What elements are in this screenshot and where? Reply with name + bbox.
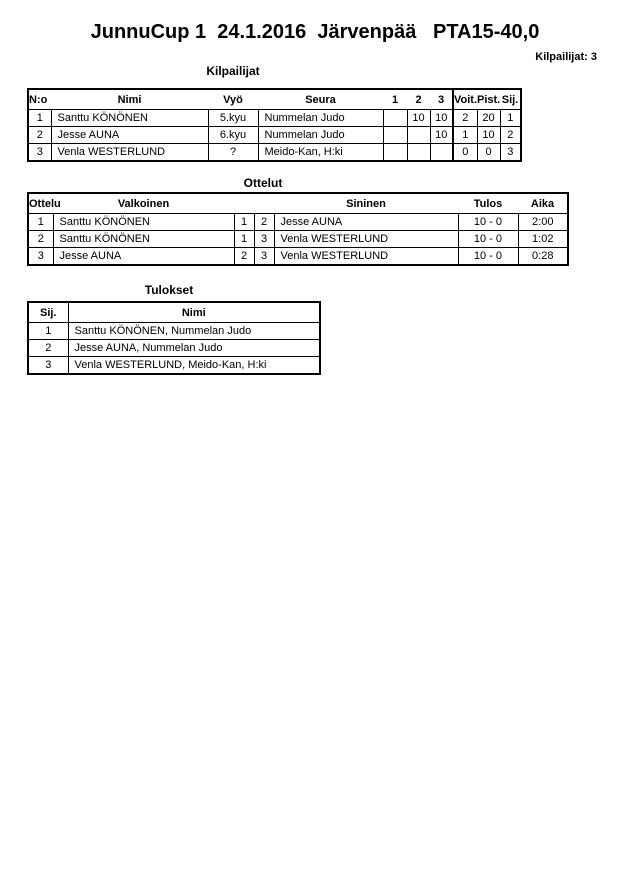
competitor-wins: 1 <box>453 127 477 144</box>
competitor-wins: 0 <box>453 144 477 162</box>
competitor-belt: 6.kyu <box>208 127 258 144</box>
competitors-count: Kilpailijat: 3 <box>535 51 597 63</box>
match-white-name: Santtu KÖNÖNEN <box>53 214 234 231</box>
col-header-match3: 3 <box>437 93 445 106</box>
match-time: 0:28 <box>518 248 568 266</box>
match-result: 10 - 0 <box>458 248 518 266</box>
competitor-club: Nummelan Judo <box>258 127 383 144</box>
competitor-match2-score <box>407 127 430 144</box>
competitor-match3-score <box>430 144 453 162</box>
col-header-rank: Sij. <box>28 302 68 323</box>
match-white-no: 1 <box>234 214 254 231</box>
result-row <box>28 323 320 340</box>
competitor-rank: 2 <box>500 127 521 144</box>
results-table <box>27 301 321 375</box>
match-no: 1 <box>28 214 53 231</box>
competitors-table <box>27 88 522 162</box>
match-blue-name: Venla WESTERLUND <box>274 231 458 248</box>
competitor-no: 3 <box>28 144 51 162</box>
competitor-row <box>28 110 521 127</box>
competitor-club: Meido-Kan, H:ki <box>258 144 383 162</box>
match-result: 10 - 0 <box>458 231 518 248</box>
competitor-match1-score <box>383 110 407 127</box>
competitor-points: 20 <box>477 110 500 127</box>
col-header-blue: Sininen <box>346 197 386 210</box>
competitor-belt: 5.kyu <box>208 110 258 127</box>
col-header-time: Aika <box>530 197 555 210</box>
competitor-wins: 2 <box>453 110 477 127</box>
competitor-match2-score: 10 <box>407 110 430 127</box>
col-header-white-no <box>234 193 254 214</box>
competitor-name: Santtu KÖNÖNEN <box>51 110 208 127</box>
competitor-match1-score <box>383 144 407 162</box>
match-blue-no: 2 <box>254 214 274 231</box>
competitor-match2-score <box>407 144 430 162</box>
col-header-match-no: Ottelu <box>29 197 61 210</box>
result-rank: 1 <box>28 323 68 340</box>
match-no: 3 <box>28 248 53 266</box>
matches-header-row <box>28 193 568 214</box>
col-header-club: Seura <box>305 93 336 106</box>
col-header-name: Nimi <box>181 306 206 319</box>
match-white-no: 2 <box>234 248 254 266</box>
col-header-belt: Vyö <box>223 93 243 106</box>
match-no: 2 <box>28 231 53 248</box>
competitor-club: Nummelan Judo <box>258 110 383 127</box>
match-blue-no: 3 <box>254 248 274 266</box>
competitor-row <box>28 144 521 162</box>
result-name: Venla WESTERLUND, Meido-Kan, H:ki <box>68 357 320 375</box>
matches-heading: Ottelut <box>243 176 283 190</box>
results-header-row <box>28 302 320 323</box>
match-white-name: Jesse AUNA <box>53 248 234 266</box>
result-rank: 2 <box>28 340 68 357</box>
competitor-rank: 3 <box>500 144 521 162</box>
result-rank: 3 <box>28 357 68 375</box>
competitor-name: Venla WESTERLUND <box>51 144 208 162</box>
col-header-blue-no <box>254 193 274 214</box>
match-row <box>28 214 568 231</box>
col-header-white: Valkoinen <box>117 197 170 210</box>
competitor-match3-score: 10 <box>430 110 453 127</box>
competitor-no: 1 <box>28 110 51 127</box>
match-white-no: 1 <box>234 231 254 248</box>
matches-table <box>27 192 569 266</box>
competitor-belt: ? <box>208 144 258 162</box>
col-header-no: N:o <box>29 93 48 106</box>
col-header-name: Nimi <box>117 93 142 106</box>
match-row <box>28 231 568 248</box>
page-title: JunnuCup 1 24.1.2016 Järvenpää PTA15-40,0 <box>90 21 540 43</box>
col-header-match2: 2 <box>415 93 422 106</box>
competitor-no: 2 <box>28 127 51 144</box>
result-row <box>28 340 320 357</box>
match-blue-name: Venla WESTERLUND <box>274 248 458 266</box>
result-name: Jesse AUNA, Nummelan Judo <box>68 340 320 357</box>
competitor-name: Jesse AUNA <box>51 127 208 144</box>
col-header-result: Tulos <box>473 197 503 210</box>
competitor-points: 0 <box>477 144 500 162</box>
match-time: 1:02 <box>518 231 568 248</box>
result-row <box>28 357 320 375</box>
col-header-match1: 1 <box>391 93 399 106</box>
col-header-points: Pist. <box>477 93 501 106</box>
match-white-name: Santtu KÖNÖNEN <box>53 231 234 248</box>
col-header-rank: Sij. <box>501 93 519 106</box>
competitor-rank: 1 <box>500 110 521 127</box>
competitors-header-row <box>28 89 521 110</box>
match-row <box>28 248 568 266</box>
competitors-heading: Kilpailijat <box>206 64 260 78</box>
col-header-wins: Voit. <box>453 89 477 110</box>
competitor-match1-score <box>383 127 407 144</box>
competitor-row <box>28 127 521 144</box>
match-time: 2:00 <box>518 214 568 231</box>
match-blue-no: 3 <box>254 231 274 248</box>
results-heading: Tulokset <box>144 283 194 297</box>
competitor-points: 10 <box>477 127 500 144</box>
competitor-match3-score: 10 <box>430 127 453 144</box>
result-name: Santtu KÖNÖNEN, Nummelan Judo <box>68 323 320 340</box>
match-result: 10 - 0 <box>458 214 518 231</box>
match-blue-name: Jesse AUNA <box>274 214 458 231</box>
